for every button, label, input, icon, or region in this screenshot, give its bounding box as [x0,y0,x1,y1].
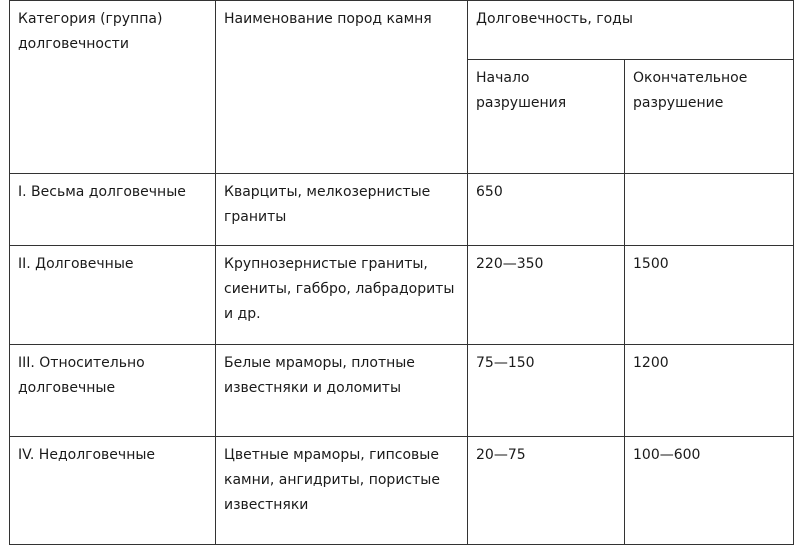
row-final: 100—600 [625,437,794,545]
header-start-text: Начало разрушения [476,70,567,111]
row-start: 20—75 [468,437,625,545]
table-row [10,174,794,246]
header-final-text: Окончательное разрушение [633,70,748,111]
row-start: 220—350 [468,246,625,345]
row-stone: Белые мраморы, плотные известняки и доломиты [216,345,468,437]
table-row [10,246,794,345]
header-stone-text: Наименование пород камня [224,11,432,27]
header-final [625,60,794,174]
row-category: I. Весьма долговечные [10,174,216,246]
header-start [468,60,625,174]
row-final [625,174,794,246]
header-durability [468,1,794,60]
row-category: III. Относительно долговечные [10,345,216,437]
header-stone [216,1,468,174]
durability-table [9,0,794,545]
row-stone: Цветные мраморы, гипсовые камни, ангидриты, пористые известняки [216,437,468,545]
row-stone: Кварциты, мелкозернистые граниты [216,174,468,246]
row-stone: Крупнозернистые граниты, сиениты, габбро, лабрадориты и др. [216,246,468,345]
header-row [10,1,794,60]
row-start: 75—150 [468,345,625,437]
table-row [10,345,794,437]
row-category: IV. Недолговечные [10,437,216,545]
row-start: 650 [468,174,625,246]
header-durability-text: Долговечность, годы [476,11,633,27]
row-category: II. Долговечные [10,246,216,345]
row-final: 1500 [625,246,794,345]
header-category [10,1,216,174]
row-final: 1200 [625,345,794,437]
table-row [10,437,794,545]
header-category-text: Категория (группа) долговечности [18,11,163,52]
